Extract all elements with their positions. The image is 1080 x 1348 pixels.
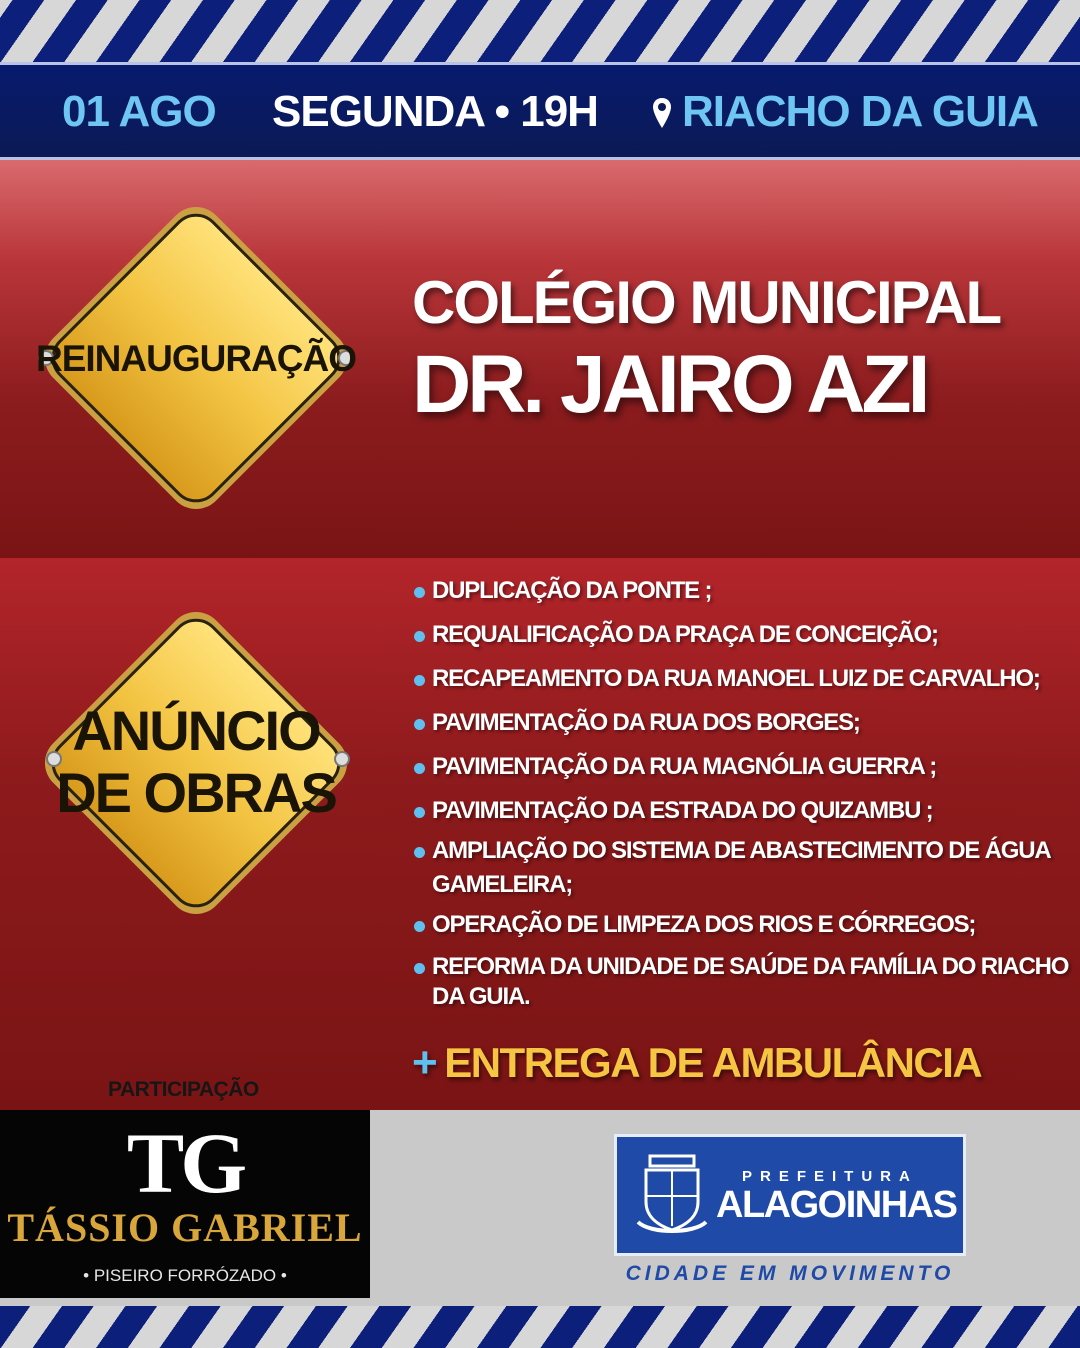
bullet-icon xyxy=(414,847,425,858)
list-item-text: PAVIMENTAÇÃO DA RUA MAGNÓLIA GUERRA ; xyxy=(432,753,937,780)
bullet-icon xyxy=(414,631,425,642)
sign-label-reinauguracao: REINAUGURAÇÃO xyxy=(36,338,356,379)
artist-name: TÁSSIO GABRIEL xyxy=(7,1205,363,1250)
barrier-stripes-bottom xyxy=(0,1306,1080,1348)
list-item-text: OPERAÇÃO DE LIMPEZA DOS RIOS E CÓRREGOS; xyxy=(432,911,976,938)
list-item xyxy=(412,834,1072,902)
event-location: RIACHO DA GUIA xyxy=(682,87,1038,136)
list-item-text: REFORMA DA UNIDADE DE SAÚDE DA FAMÍLIA DO RIACHO DA GUIA. xyxy=(432,953,1069,1010)
list-item xyxy=(412,620,1072,650)
list-item xyxy=(412,664,1072,694)
list-item-text: PAVIMENTAÇÃO DA RUA DOS BORGES; xyxy=(432,709,860,736)
sign-label-line1: ANÚNCIO xyxy=(72,699,320,762)
list-item xyxy=(412,796,1072,826)
list-item-text: DUPLICAÇÃO DA PONTE ; xyxy=(432,577,712,604)
bullet-icon xyxy=(414,675,425,686)
list-item xyxy=(412,708,1072,738)
list-item-text: REQUALIFICAÇÃO DA PRAÇA DE CONCEIÇÃO; xyxy=(432,621,938,648)
event-header-bar xyxy=(0,62,1080,160)
prefeitura-label: PREFEITURA xyxy=(742,1168,918,1185)
bullet-icon xyxy=(414,963,425,974)
title-line2: DR. JAIRO AZI xyxy=(412,339,927,430)
participation-label: PARTICIPAÇÃO xyxy=(108,1078,259,1101)
sign-label-line2: DE OBRAS xyxy=(56,761,336,824)
artist-subtitle: • PISEIRO FORRÓZADO • xyxy=(83,1266,287,1285)
list-item xyxy=(412,952,1072,1012)
list-item-text: PAVIMENTAÇÃO DA ESTRADA DO QUIZAMBU ; xyxy=(432,797,933,824)
bullet-icon xyxy=(414,719,425,730)
bullet-icon xyxy=(414,807,425,818)
barrier-stripes-top xyxy=(0,0,1080,62)
list-item xyxy=(412,752,1072,782)
title-line1: COLÉGIO MUNICIPAL xyxy=(412,269,1001,336)
works-list xyxy=(412,576,1072,1026)
list-item-text: RECAPEAMENTO DA RUA MANOEL LUIZ DE CARVALHO; xyxy=(432,665,1040,692)
list-item xyxy=(412,910,1072,940)
plus-icon: + xyxy=(412,1038,437,1087)
city-motto: CIDADE EM MOVIMENTO xyxy=(625,1262,955,1285)
sign-label-anuncio-obras xyxy=(16,700,376,824)
event-day-time: SEGUNDA • 19H xyxy=(272,87,598,136)
list-item xyxy=(412,576,1072,606)
event-date: 01 AGO xyxy=(62,87,216,136)
ambulance-delivery-text: ENTREGA DE AMBULÂNCIA xyxy=(444,1039,982,1086)
city-crest-icon xyxy=(636,1152,708,1238)
list-item-text: AMPLIAÇÃO DO SISTEMA DE ABASTECIMENTO DE ÁGUA GAMELEIRA; xyxy=(432,837,1050,898)
location-pin-icon xyxy=(652,97,672,129)
bullet-icon xyxy=(414,587,425,598)
bullet-icon xyxy=(414,763,425,774)
ambulance-delivery-line xyxy=(412,1038,981,1088)
artist-monogram: TG xyxy=(126,1115,244,1211)
city-name: ALAGOINHAS xyxy=(716,1184,957,1226)
bullet-icon xyxy=(414,921,425,932)
